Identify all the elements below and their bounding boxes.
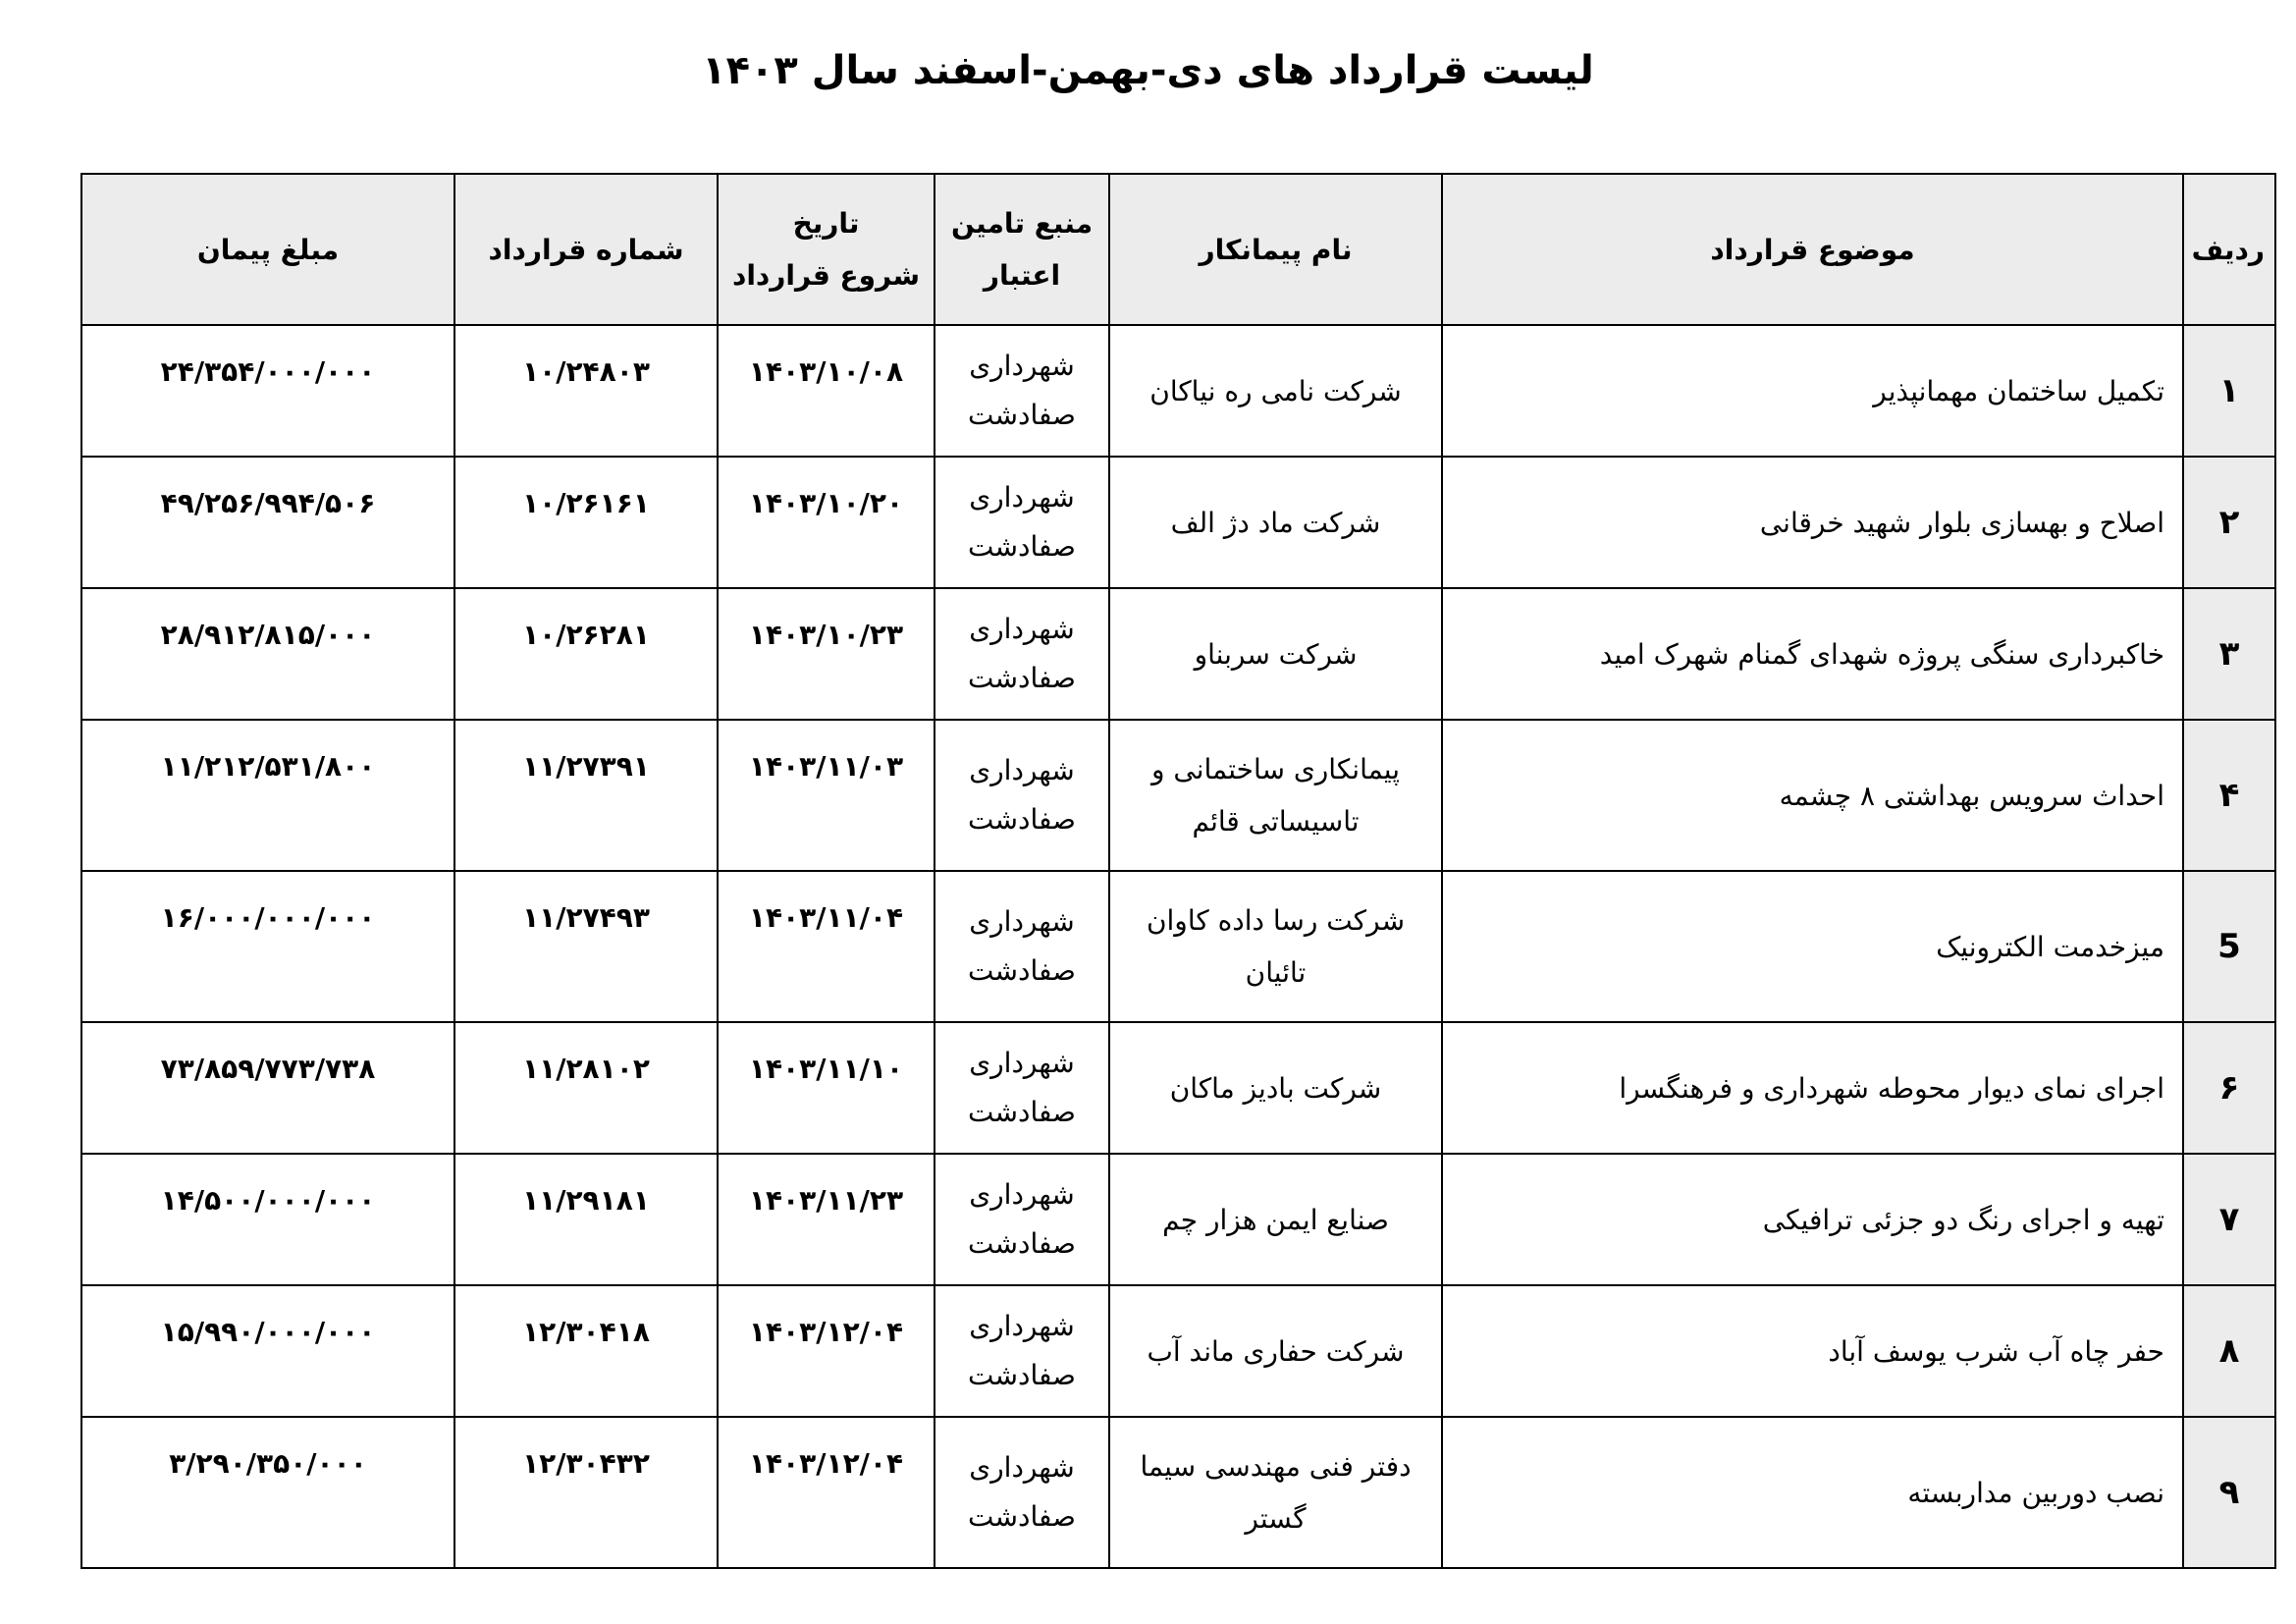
contractor-cell: پیمانکاری ساختمانی و تاسیساتی قائم: [1109, 720, 1442, 871]
funding-source-line1: شهرداری: [969, 1178, 1075, 1211]
table-row: [81, 720, 2275, 871]
table-row: [81, 1154, 2275, 1285]
contractor-cell: شرکت حفاری ماند آب: [1109, 1285, 1442, 1417]
row-number-cell: ۱: [2183, 325, 2275, 457]
table-row: [81, 871, 2275, 1022]
funding-source-line1: شهرداری: [969, 1451, 1075, 1484]
table-body: [81, 325, 2275, 1568]
start-date-cell: ۱۴۰۳/۱۱/۲۳: [718, 1154, 934, 1285]
contract-number-cell: ۱۱/۲۹۱۸۱: [454, 1154, 718, 1285]
row-number-cell: ۶: [2183, 1022, 2275, 1154]
contract-amount-cell: ۱۴/۵۰۰/۰۰۰/۰۰۰: [81, 1154, 454, 1285]
contract-amount-cell: ۲۸/۹۱۲/۸۱۵/۰۰۰: [81, 588, 454, 720]
table-header-row: [81, 174, 2275, 325]
funding-source-line1: شهرداری: [969, 1047, 1075, 1079]
contract-subject-cell: حفر چاه آب شرب یوسف آباد: [1442, 1285, 2183, 1417]
start-date-cell: ۱۴۰۳/۱۱/۰۳: [718, 720, 934, 871]
table-row: [81, 325, 2275, 457]
funding-source-line2: صفادشت: [968, 399, 1076, 431]
start-date-cell: ۱۴۰۳/۱۰/۰۸: [718, 325, 934, 457]
page-title: لیست قرارداد های دی-بهمن-اسفند سال ۱۴۰۳: [702, 48, 1594, 93]
contract-number-cell: ۱۱/۲۷۳۹۱: [454, 720, 718, 871]
row-number-cell: ۴: [2183, 720, 2275, 871]
row-number-cell: 5: [2183, 871, 2275, 1022]
contract-subject-cell: نصب دوربین مداربسته: [1442, 1417, 2183, 1568]
row-number-cell: ۳: [2183, 588, 2275, 720]
funding-source-cell: [934, 871, 1109, 1022]
contract-subject-cell: تکمیل ساختمان مهمانپذیر: [1442, 325, 2183, 457]
contractor-cell: شرکت نامی ره نیاکان: [1109, 325, 1442, 457]
row-number-cell: ۲: [2183, 457, 2275, 588]
funding-source-line1: شهرداری: [969, 613, 1075, 645]
contract-amount-cell: ۲۴/۳۵۴/۰۰۰/۰۰۰: [81, 325, 454, 457]
start-date-cell: ۱۴۰۳/۱۲/۰۴: [718, 1417, 934, 1568]
header-start-date-line2: شروع قرارداد: [731, 259, 921, 292]
contract-subject-cell: احداث سرویس بهداشتی ۸ چشمه: [1442, 720, 2183, 871]
contractor-cell: شرکت رسا داده کاوان تائیان: [1109, 871, 1442, 1022]
funding-source-line2: صفادشت: [968, 954, 1076, 987]
contract-amount-cell: ۱۶/۰۰۰/۰۰۰/۰۰۰: [81, 871, 454, 1022]
contract-number-cell: ۱۲/۳۰۴۳۲: [454, 1417, 718, 1568]
contract-subject-cell: تهیه و اجرای رنگ دو جزئی ترافیکی: [1442, 1154, 2183, 1285]
funding-source-line2: صفادشت: [968, 1500, 1076, 1533]
start-date-cell: ۱۴۰۳/۱۱/۱۰: [718, 1022, 934, 1154]
start-date-cell: ۱۴۰۳/۱۰/۲۳: [718, 588, 934, 720]
header-funding-source: [934, 174, 1109, 325]
contractor-cell: صنایع ایمن هزار چم: [1109, 1154, 1442, 1285]
header-start-date-line1: تاریخ: [792, 207, 860, 240]
contract-amount-cell: ۱۱/۲۱۲/۵۳۱/۸۰۰: [81, 720, 454, 871]
funding-source-cell: [934, 720, 1109, 871]
contract-amount-cell: ۴۹/۲۵۶/۹۹۴/۵۰۶: [81, 457, 454, 588]
funding-source-line2: صفادشت: [968, 803, 1076, 836]
table-row: [81, 1022, 2275, 1154]
funding-source-line2: صفادشت: [968, 1096, 1076, 1128]
table-row: [81, 457, 2275, 588]
funding-source-cell: [934, 457, 1109, 588]
funding-source-line1: شهرداری: [969, 481, 1075, 514]
header-funding-source-line1: منبع تامین: [950, 207, 1094, 240]
header-start-date: [718, 174, 934, 325]
funding-source-cell: [934, 1154, 1109, 1285]
contract-number-cell: ۱۲/۳۰۴۱۸: [454, 1285, 718, 1417]
contract-subject-cell: خاکبرداری سنگی پروژه شهدای گمنام شهرک امید: [1442, 588, 2183, 720]
contractor-cell: دفتر فنی مهندسی سیما گستر: [1109, 1417, 1442, 1568]
start-date-cell: ۱۴۰۳/۱۲/۰۴: [718, 1285, 934, 1417]
contract-amount-cell: ۳/۲۹۰/۳۵۰/۰۰۰: [81, 1417, 454, 1568]
funding-source-cell: [934, 1285, 1109, 1417]
row-number-cell: ۸: [2183, 1285, 2275, 1417]
contract-subject-cell: اصلاح و بهسازی بلوار شهید خرقانی: [1442, 457, 2183, 588]
funding-source-line2: صفادشت: [968, 662, 1076, 694]
row-number-cell: ۹: [2183, 1417, 2275, 1568]
contract-number-cell: ۱۰/۲۴۸۰۳: [454, 325, 718, 457]
funding-source-line2: صفادشت: [968, 1359, 1076, 1391]
header-subject: موضوع قرارداد: [1442, 174, 2183, 325]
header-funding-source-line2: اعتبار: [983, 259, 1061, 292]
contract-subject-cell: میزخدمت الکترونیک: [1442, 871, 2183, 1022]
header-radif: ردیف: [2183, 174, 2275, 325]
contractor-cell: شرکت سربناو: [1109, 588, 1442, 720]
funding-source-cell: [934, 325, 1109, 457]
contract-number-cell: ۱۱/۲۸۱۰۲: [454, 1022, 718, 1154]
funding-source-line1: شهرداری: [969, 350, 1075, 382]
funding-source-line2: صفادشت: [968, 530, 1076, 563]
contract-amount-cell: ۱۵/۹۹۰/۰۰۰/۰۰۰: [81, 1285, 454, 1417]
contractor-cell: شرکت ماد دژ الف: [1109, 457, 1442, 588]
table-row: [81, 588, 2275, 720]
contract-number-cell: ۱۰/۲۶۱۶۱: [454, 457, 718, 588]
header-contract-number: شماره قرارداد: [454, 174, 718, 325]
contract-amount-cell: ۷۳/۸۵۹/۷۷۳/۷۳۸: [81, 1022, 454, 1154]
table-row: [81, 1417, 2275, 1568]
funding-source-cell: [934, 1022, 1109, 1154]
header-contract-amount: مبلغ پیمان: [81, 174, 454, 325]
start-date-cell: ۱۴۰۳/۱۰/۲۰: [718, 457, 934, 588]
contract-number-cell: ۱۰/۲۶۲۸۱: [454, 588, 718, 720]
funding-source-cell: [934, 588, 1109, 720]
start-date-cell: ۱۴۰۳/۱۱/۰۴: [718, 871, 934, 1022]
funding-source-line1: شهرداری: [969, 1310, 1075, 1342]
funding-source-line1: شهرداری: [969, 754, 1075, 786]
contract-subject-cell: اجرای نمای دیوار محوطه شهرداری و فرهنگسرا: [1442, 1022, 2183, 1154]
row-number-cell: ۷: [2183, 1154, 2275, 1285]
funding-source-line1: شهرداری: [969, 905, 1075, 938]
contractor-cell: شرکت بادیز ماکان: [1109, 1022, 1442, 1154]
table-row: [81, 1285, 2275, 1417]
funding-source-cell: [934, 1417, 1109, 1568]
contract-number-cell: ۱۱/۲۷۴۹۳: [454, 871, 718, 1022]
header-contractor: نام پیمانکار: [1109, 174, 1442, 325]
funding-source-line2: صفادشت: [968, 1227, 1076, 1260]
contracts-table: [80, 173, 2276, 1569]
